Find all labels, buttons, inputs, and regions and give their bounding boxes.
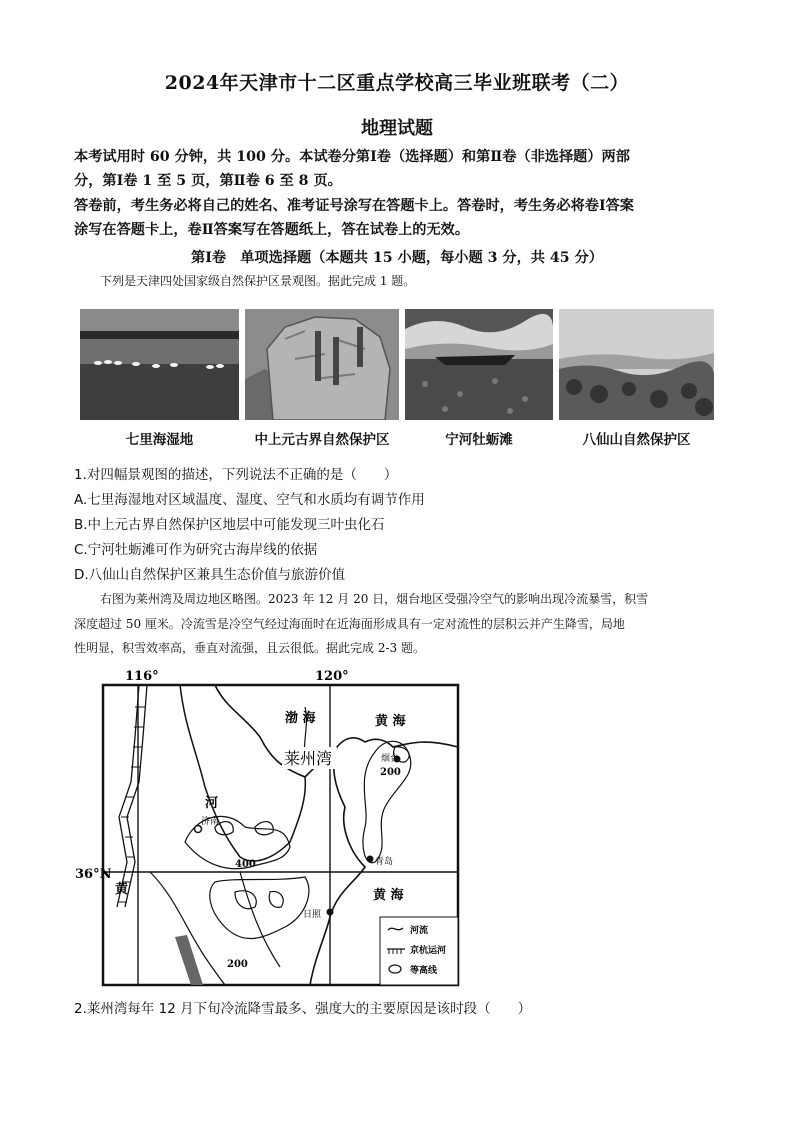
question-1-option-b: B.中上元古界自然保护区地层中可能发现三叶虫化石	[74, 517, 385, 533]
map-city-qingdao: 青岛	[375, 857, 394, 867]
map-contour-400: 400	[235, 859, 256, 870]
map-city-rizhao: 日照	[303, 910, 322, 920]
question-1-stem: 1.对四幅景观图的描述，下列说法不正确的是（ ）	[74, 467, 398, 483]
map-bohai: 渤 海	[285, 711, 316, 726]
map-lon-116: 116°	[125, 669, 159, 684]
caption-ninghe: 宁河牡蛎滩	[445, 432, 513, 448]
photo-precambrian-reserve	[245, 309, 399, 420]
map-lat-36: 36°N	[75, 867, 112, 882]
map-lon-120: 120°	[315, 669, 349, 684]
question-1-option-d: D.八仙山自然保护区兼具生态价值与旅游价值	[74, 567, 346, 583]
exam-title: 2024年天津市十二区重点学校高三毕业班联考（二）	[164, 72, 630, 94]
photo-baxianshan-reserve	[559, 309, 714, 420]
photo-intro-note: 下列是天津四处国家级自然保护区景观图。据此完成 1 题。	[100, 274, 416, 288]
laizhou-bay-map	[75, 667, 475, 992]
question-1-option-c: C.宁河牡蛎滩可作为研究古海岸线的依据	[74, 542, 318, 558]
question-2-stem: 2.莱州湾每年 12 月下旬冷流降雪最多、强度大的主要原因是该时段（ ）	[74, 1001, 532, 1017]
legend-contour-label: 等高线	[410, 966, 438, 976]
legend-canal-label: 京杭运河	[410, 946, 447, 956]
map-contour-200-north: 200	[380, 767, 401, 778]
passage-line-2: 深度超过 50 厘米。冷流雪是冷空气经过海面时在近海面形成具有一定对流性的层积云并产生降雪，局地	[74, 617, 625, 631]
map-laizhouwan: 莱州湾	[284, 749, 333, 768]
exam-subtitle: 地理试题	[361, 118, 433, 139]
map-river-huang: 黄	[115, 882, 129, 897]
legend-river-label: 河流	[410, 926, 429, 936]
map-legend	[380, 917, 458, 985]
section-heading: 第Ⅰ卷 单项选择题（本题共 15 小题，每小题 3 分，共 45 分）	[191, 250, 603, 266]
map-river-he: 河	[205, 796, 219, 811]
photo-ninghe-oyster-beach	[405, 309, 553, 420]
passage-line-3: 性明显，积雪效率高，垂直对流强，且云很低。据此完成 2-3 题。	[74, 641, 425, 655]
map-contour-200-south: 200	[227, 959, 248, 970]
map-city-jinan: 济南	[201, 817, 220, 827]
intro-line-4: 涂写在答题卡上，卷Ⅱ答案写在答题纸上，答在试卷上的无效。	[74, 222, 470, 238]
intro-line-2: 分，第Ⅰ卷 1 至 5 页，第Ⅱ卷 6 至 8 页。	[74, 173, 342, 189]
caption-qilihai: 七里海湿地	[125, 432, 194, 448]
intro-line-1: 本考试用时 60 分钟，共 100 分。本试卷分第Ⅰ卷（选择题）和第Ⅱ卷（非选择题）两部	[74, 149, 630, 165]
map-huanghai-north: 黄 海	[375, 714, 406, 729]
map-huanghai-south: 黄 海	[373, 888, 404, 903]
map-city-yantai: 烟台	[381, 754, 400, 764]
caption-baxianshan: 八仙山自然保护区	[582, 432, 691, 448]
question-1-option-a: A.七里海湿地对区域温度、湿度、空气和水质均有调节作用	[74, 492, 425, 508]
passage-line-1: 右图为莱州湾及周边地区略图。2023 年 12 月 20 日，烟台地区受强冷空气的影响出现冷流暴雪，积雪	[100, 592, 649, 606]
photo-qilihai-wetland	[80, 309, 239, 420]
caption-precambrian: 中上元古界自然保护区	[254, 432, 390, 448]
intro-line-3: 答卷前，考生务必将自己的姓名、准考证号涂写在答题卡上。答卷时，考生务必将卷Ⅰ答案	[74, 198, 634, 214]
